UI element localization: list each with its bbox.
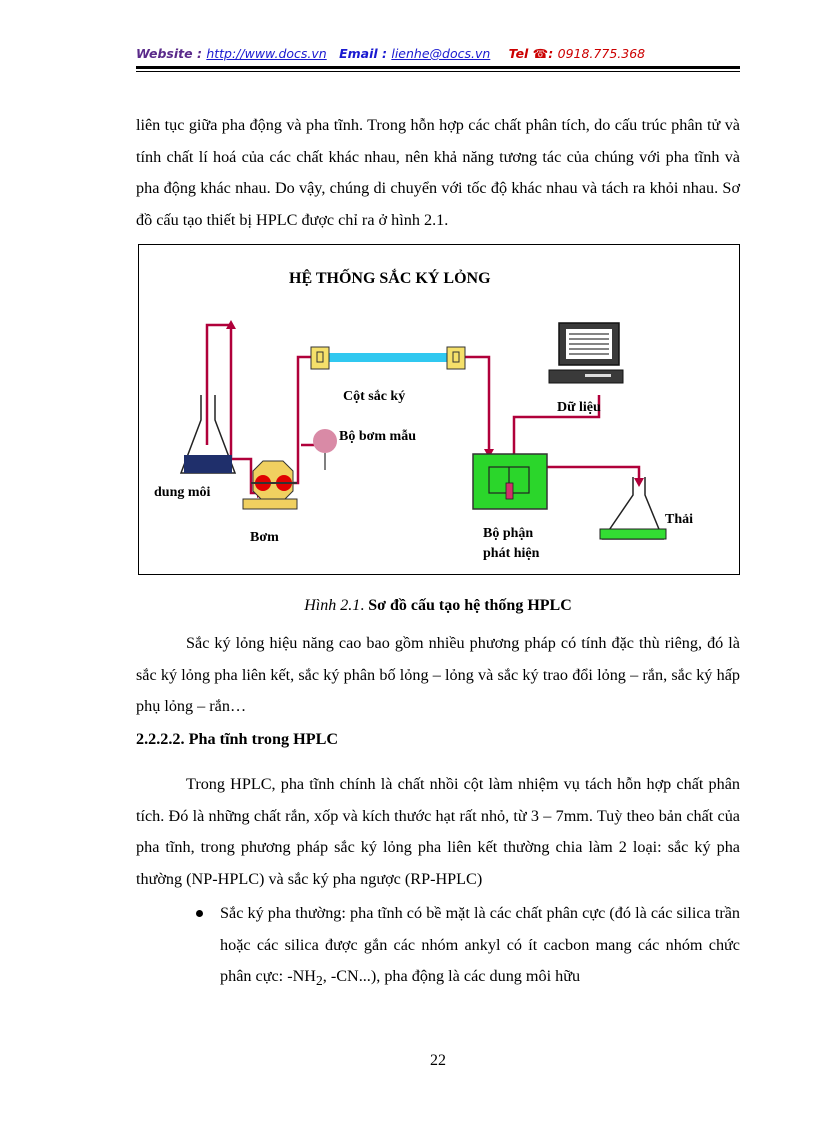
column-tube — [323, 353, 453, 362]
caption-text: Sơ đồ cấu tạo hệ thống HPLC — [368, 597, 572, 614]
label-detector-line2: phát hiện — [483, 546, 540, 561]
detector — [473, 454, 547, 509]
label-waste: Thải — [665, 512, 694, 527]
page-number: 22 — [430, 1052, 446, 1069]
waste-flask — [600, 477, 666, 539]
column-fitting-right — [447, 347, 465, 369]
pipe-column-to-detector — [463, 357, 489, 453]
page-header — [136, 46, 740, 61]
detector-box — [473, 454, 547, 509]
bullet-list-item — [196, 898, 740, 997]
diagram-title: HỆ THỐNG SẮC KÝ LỎNG — [289, 270, 491, 287]
bullet-text-part2: , -CN...), pha động là các dung môi hữu — [322, 967, 581, 985]
header-rule-thin — [136, 71, 740, 72]
header-rule-thick — [136, 66, 740, 69]
solvent-liquid — [184, 455, 232, 473]
hplc-diagram-svg — [139, 245, 739, 574]
website-label: Website : — [136, 46, 202, 61]
arrow-to-waste — [634, 478, 644, 487]
caption-separator: . — [360, 597, 369, 614]
pump-base — [243, 499, 297, 509]
label-column: Cột sắc ký — [343, 389, 406, 404]
label-injector: Bộ bơm mẫu — [339, 429, 416, 444]
bullet-subscript: 2 — [315, 973, 323, 989]
bullet-dot-icon — [196, 910, 203, 917]
computer-drive — [585, 374, 611, 377]
computer — [549, 323, 623, 383]
caption-label: Hình 2.1 — [304, 597, 361, 614]
label-solvent: dung môi — [154, 485, 211, 500]
pipe-detector-to-waste — [547, 467, 639, 481]
email-label: Email : — [339, 46, 387, 61]
paragraph-stationary-phase: Trong HPLC, pha tĩnh chính là chất nhồi cột làm nhiệm vụ tách hỗn hợp chất phân tích. Đó là những chất rắn, xốp và kích thước hạt rất nhỏ, từ 3 – 7mm. Tuỳ theo bản chất của pha tĩnh, trong phương pháp sắc ký lỏng pha liên kết thường chia làm 2 loại: sắc ký pha thường (NP-HPLC) và sắc ký pha ngược (RP-HPLC) — [136, 775, 740, 888]
waste-liquid — [600, 529, 666, 539]
column-fitting-left — [311, 347, 329, 369]
website-link[interactable]: http://www.docs.vn — [206, 46, 327, 61]
injector — [313, 429, 337, 470]
bullet-text — [220, 898, 740, 997]
pipe-pump-to-column — [283, 357, 319, 483]
label-detector-line1: Bộ phận — [483, 526, 534, 541]
injector-bulb — [313, 429, 337, 453]
detector-cell — [506, 483, 513, 499]
tel-label: Tel ☎: — [508, 46, 554, 61]
bullet-text-part1: Sắc ký pha thường: pha tĩnh có bề mặt là các chất phân cực (đó là các silica trần hoặc các silica được gắn các nhóm ankyl có ít cacbon mang các nhóm chức phân cực: -NH — [220, 904, 740, 985]
email-link[interactable]: lienhe@docs.vn — [391, 46, 491, 61]
label-pump: Bơm — [250, 530, 279, 545]
figure-caption — [136, 597, 740, 615]
paragraph-methods: Sắc ký lỏng hiệu năng cao bao gồm nhiều phương pháp có tính đặc thù riêng, đó là sắc ký lỏng pha liên kết, sắc ký phân bố lỏng – lỏng và sắc ký trao đổi lỏng – rắn, sắc ký hấp phụ lỏng – rắn… — [136, 634, 740, 715]
column — [311, 347, 465, 369]
paragraph-intro: liên tục giữa pha động và pha tĩnh. Trong hỗn hợp các chất phân tích, do cấu trúc phân tử và tính chất lí hoá của các chất khác nhau, nên khả năng tương tác của chúng với pha tĩnh và pha động khác nhau. Do vậy, chúng di chuyển với tốc độ khác nhau và tách ra khỏi nhau. Sơ đồ cấu tạo thiết bị HPLC được chỉ ra ở hình 2.1. — [136, 116, 740, 229]
label-data: Dữ liệu — [557, 400, 601, 415]
section-heading: 2.2.2.2. Pha tĩnh trong HPLC — [136, 730, 339, 748]
tel-value: 0918.775.368 — [557, 46, 646, 61]
hplc-diagram — [138, 244, 740, 575]
